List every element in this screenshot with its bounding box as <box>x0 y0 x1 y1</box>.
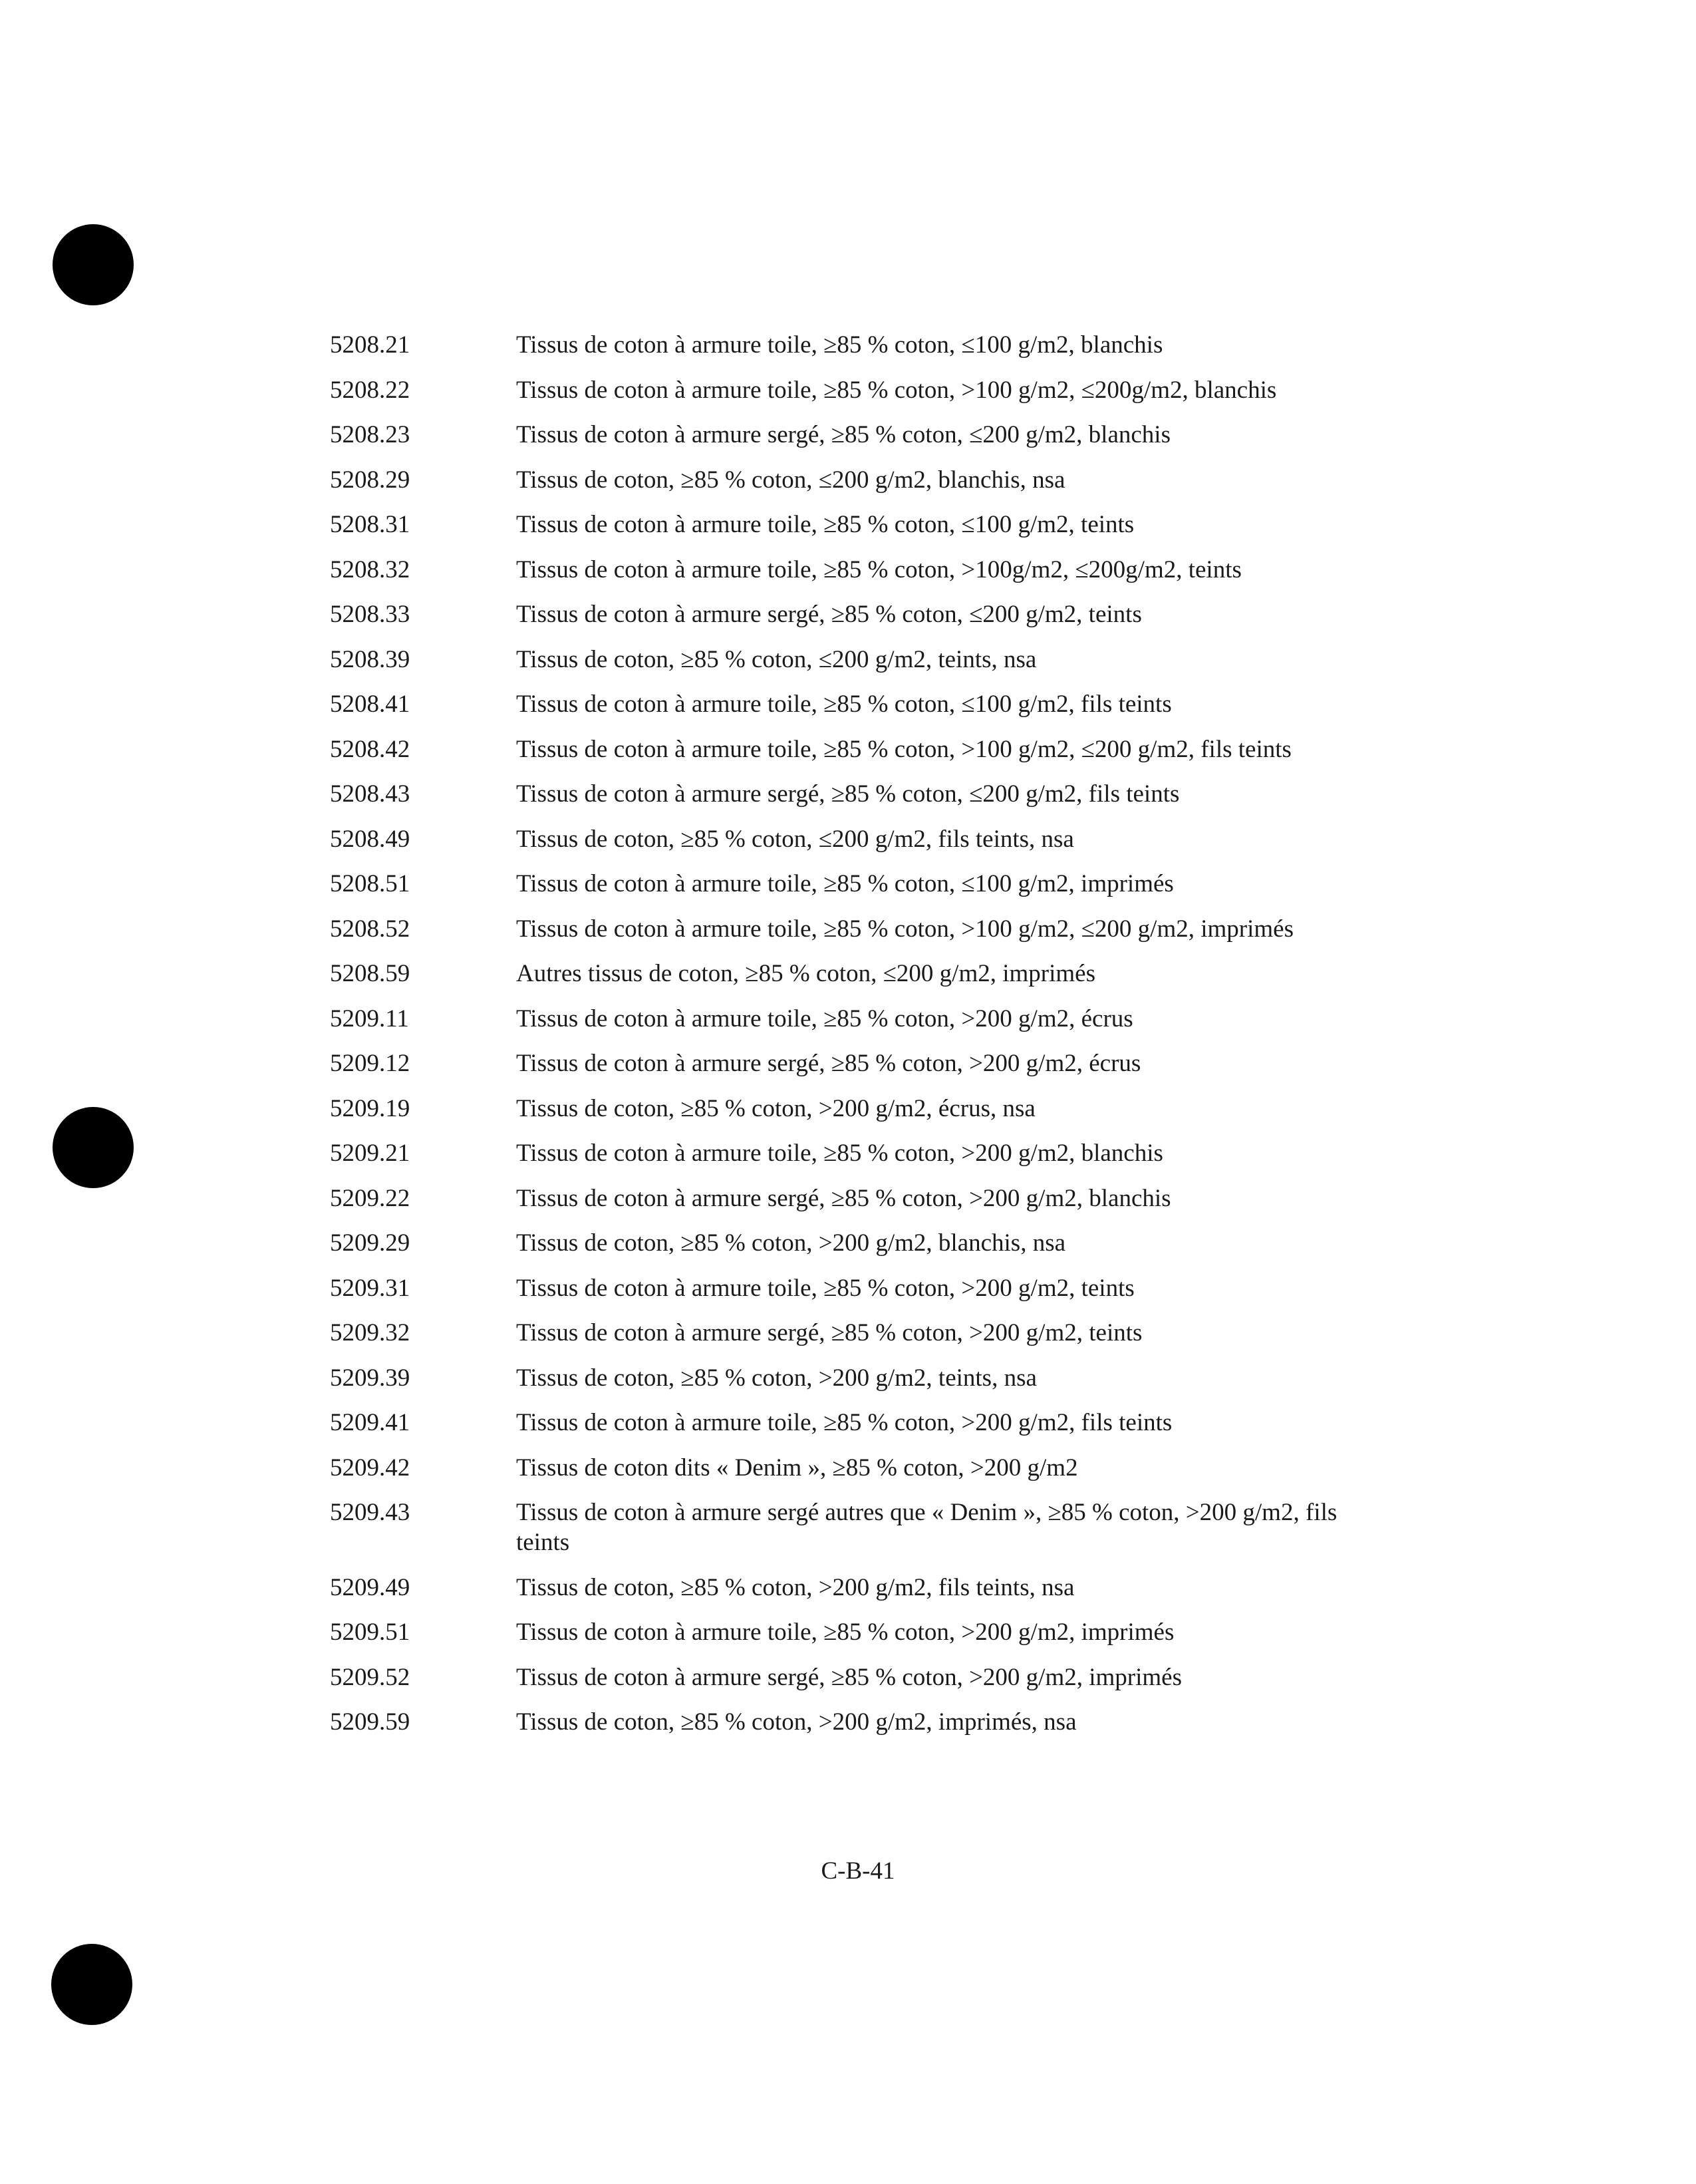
tariff-description: Tissus de coton à armure toile, ≥85 % coton, >200 g/m2, fils teints <box>516 1409 1173 1436</box>
tariff-row <box>330 330 1394 360</box>
tariff-row <box>330 465 1394 495</box>
tariff-description: Tissus de coton à armure toile, ≥85 % coton, >200 g/m2, imprimés <box>516 1619 1175 1646</box>
tariff-list <box>330 330 1394 1752</box>
tariff-row <box>330 689 1394 719</box>
tariff-code: 5208.31 <box>330 511 410 538</box>
tariff-row <box>330 599 1394 629</box>
tariff-code: 5208.39 <box>330 645 410 673</box>
tariff-row <box>330 914 1394 944</box>
tariff-code: 5208.23 <box>330 421 410 448</box>
tariff-code: 5208.51 <box>330 870 410 897</box>
tariff-code: 5209.21 <box>330 1140 410 1167</box>
tariff-row <box>330 779 1394 809</box>
tariff-row <box>330 645 1394 675</box>
tariff-row <box>330 959 1394 989</box>
tariff-code: 5209.41 <box>330 1409 410 1436</box>
tariff-code: 5208.59 <box>330 960 410 987</box>
tariff-description: Tissus de coton à armure sergé, ≥85 % coton, >200 g/m2, teints <box>516 1319 1143 1346</box>
tariff-code: 5209.59 <box>330 1708 410 1736</box>
tariff-row <box>330 1183 1394 1213</box>
tariff-code: 5208.29 <box>330 466 410 494</box>
tariff-row <box>330 420 1394 450</box>
tariff-description: Tissus de coton à armure toile, ≥85 % coton, ≤100 g/m2, fils teints <box>516 691 1172 718</box>
tariff-description: Tissus de coton à armure toile, ≥85 % coton, >200 g/m2, blanchis <box>516 1140 1163 1167</box>
tariff-code: 5208.21 <box>330 331 410 359</box>
tariff-code: 5208.49 <box>330 825 410 853</box>
tariff-row <box>330 510 1394 540</box>
tariff-code: 5208.52 <box>330 915 410 943</box>
tariff-code: 5209.19 <box>330 1094 410 1122</box>
page-number: C-B-41 <box>821 1857 895 1885</box>
tariff-row <box>330 1707 1394 1737</box>
tariff-code: 5209.11 <box>330 1005 409 1032</box>
tariff-row <box>330 1318 1394 1348</box>
tariff-row <box>330 375 1394 405</box>
binder-hole-middle <box>53 1107 134 1188</box>
tariff-description: Tissus de coton, ≥85 % coton, >200 g/m2, fils teints, nsa <box>516 1573 1075 1601</box>
tariff-description: Tissus de coton à armure toile, ≥85 % coton, >200 g/m2, écrus <box>516 1005 1133 1032</box>
tariff-description: Tissus de coton à armure sergé, ≥85 % coton, >200 g/m2, écrus <box>516 1050 1141 1077</box>
tariff-code: 5208.32 <box>330 555 410 583</box>
tariff-code: 5209.22 <box>330 1184 410 1212</box>
tariff-row <box>330 1497 1394 1557</box>
tariff-description: Tissus de coton, ≥85 % coton, >200 g/m2, teints, nsa <box>516 1364 1037 1392</box>
binder-hole-bottom <box>51 1944 132 2025</box>
tariff-description: Tissus de coton, ≥85 % coton, ≤200 g/m2, teints, nsa <box>516 645 1037 673</box>
tariff-code: 5209.29 <box>330 1229 410 1257</box>
tariff-description: Tissus de coton à armure toile, ≥85 % coton, >100 g/m2, ≤200 g/m2, fils teints <box>516 735 1292 763</box>
tariff-code: 5209.12 <box>330 1050 410 1077</box>
tariff-code: 5208.42 <box>330 735 410 763</box>
tariff-description: Tissus de coton à armure toile, ≥85 % coton, ≤100 g/m2, imprimés <box>516 870 1174 897</box>
tariff-description: Tissus de coton à armure sergé, ≥85 % coton, ≤200 g/m2, fils teints <box>516 780 1180 808</box>
tariff-description: Tissus de coton à armure sergé, ≥85 % coton, >200 g/m2, blanchis <box>516 1184 1171 1212</box>
tariff-description: Autres tissus de coton, ≥85 % coton, ≤200 g/m2, imprimés <box>516 960 1095 987</box>
tariff-row <box>330 1004 1394 1034</box>
tariff-row <box>330 869 1394 899</box>
tariff-row <box>330 1662 1394 1692</box>
tariff-row <box>330 1573 1394 1603</box>
tariff-description: Tissus de coton à armure sergé, ≥85 % coton, ≤200 g/m2, blanchis <box>516 421 1171 448</box>
tariff-code: 5208.22 <box>330 376 410 404</box>
tariff-row <box>330 1094 1394 1124</box>
tariff-code: 5209.49 <box>330 1573 410 1601</box>
tariff-code: 5209.51 <box>330 1619 410 1646</box>
tariff-description: Tissus de coton, ≥85 % coton, >200 g/m2, blanchis, nsa <box>516 1229 1066 1257</box>
tariff-row <box>330 1048 1394 1078</box>
tariff-code: 5209.42 <box>330 1454 410 1482</box>
tariff-description: Tissus de coton à armure toile, ≥85 % coton, >100 g/m2, ≤200 g/m2, imprimés <box>516 915 1294 943</box>
tariff-row <box>330 734 1394 764</box>
tariff-code: 5208.41 <box>330 691 410 718</box>
tariff-row <box>330 1363 1394 1393</box>
tariff-code: 5208.43 <box>330 780 410 808</box>
tariff-row <box>330 824 1394 854</box>
tariff-row <box>330 555 1394 585</box>
tariff-row <box>330 1273 1394 1303</box>
tariff-code: 5209.39 <box>330 1364 410 1392</box>
tariff-description: Tissus de coton, ≥85 % coton, >200 g/m2, imprimés, nsa <box>516 1708 1077 1736</box>
tariff-description: Tissus de coton à armure toile, ≥85 % coton, ≤100 g/m2, blanchis <box>516 331 1163 359</box>
tariff-row <box>330 1228 1394 1258</box>
tariff-row <box>330 1617 1394 1647</box>
tariff-description: Tissus de coton à armure toile, ≥85 % coton, >100 g/m2, ≤200g/m2, blanchis <box>516 376 1277 404</box>
tariff-description: Tissus de coton, ≥85 % coton, >200 g/m2, écrus, nsa <box>516 1094 1036 1122</box>
tariff-description: Tissus de coton à armure toile, ≥85 % coton, >100g/m2, ≤200g/m2, teints <box>516 555 1242 583</box>
binder-hole-top <box>53 224 134 305</box>
tariff-description: Tissus de coton à armure sergé, ≥85 % coton, ≤200 g/m2, teints <box>516 601 1142 628</box>
tariff-code: 5209.32 <box>330 1319 410 1346</box>
tariff-description: Tissus de coton à armure sergé autres que « Denim », ≥85 % coton, >200 g/m2, fils teints <box>516 1499 1338 1556</box>
tariff-description: Tissus de coton, ≥85 % coton, ≤200 g/m2, fils teints, nsa <box>516 825 1074 853</box>
tariff-code: 5209.52 <box>330 1663 410 1691</box>
tariff-row <box>330 1408 1394 1438</box>
tariff-row <box>330 1138 1394 1168</box>
tariff-code: 5209.31 <box>330 1274 410 1302</box>
tariff-row <box>330 1453 1394 1483</box>
tariff-description: Tissus de coton, ≥85 % coton, ≤200 g/m2, blanchis, nsa <box>516 466 1065 494</box>
tariff-description: Tissus de coton dits « Denim », ≥85 % coton, >200 g/m2 <box>516 1454 1078 1482</box>
tariff-description: Tissus de coton à armure toile, ≥85 % coton, >200 g/m2, teints <box>516 1274 1135 1302</box>
tariff-code: 5209.43 <box>330 1499 410 1526</box>
tariff-description: Tissus de coton à armure toile, ≥85 % coton, ≤100 g/m2, teints <box>516 511 1135 538</box>
tariff-code: 5208.33 <box>330 601 410 628</box>
tariff-description: Tissus de coton à armure sergé, ≥85 % coton, >200 g/m2, imprimés <box>516 1663 1183 1691</box>
